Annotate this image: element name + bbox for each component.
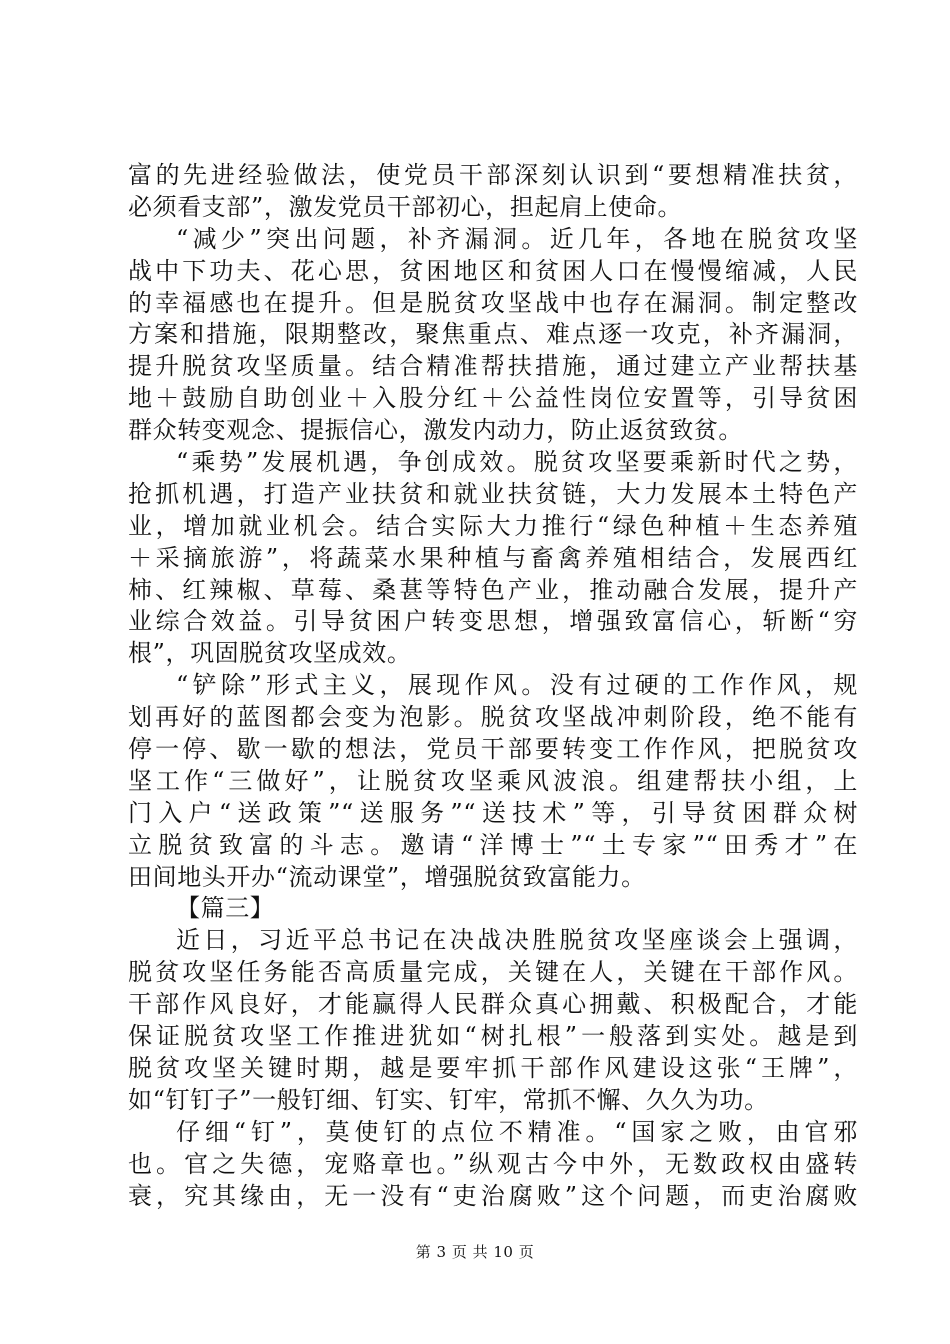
page-footer: 第 3 页 共 10 页 [415,1243,535,1261]
text-line: 抢抓机遇，打造产业扶贫和就业扶贫链，大力发展本土特色产 [128,479,858,508]
section-heading: 【篇三】 [176,894,275,923]
text-line: 必须看支部”，激发党员干部初心，担起肩上使命。 [128,192,683,221]
text-line: 的幸福感也在提升。但是脱贫攻坚战中也存在漏洞。制定整改 [128,288,858,317]
text-line: 停一停、歇一歇的想法，党员干部要转变工作作风，把脱贫攻 [128,735,858,764]
text-line: 干部作风良好，才能赢得人民群众真心拥戴、积极配合，才能 [128,990,858,1019]
text-line: 群众转变观念、提振信心，激发内动力，防止返贫致贫。 [128,416,743,445]
text-line: 脱贫攻坚关键时期，越是要牢抓干部作风建设这张“王牌”， [128,1053,858,1082]
text-line: 方案和措施，限期整改，聚焦重点、难点逐一攻克，补齐漏洞， [128,320,858,349]
text-line: 坚工作“三做好”，让脱贫攻坚乘风波浪。组建帮扶小组，上 [128,766,858,795]
text-line: 柿、红辣椒、草莓、桑葚等特色产业，推动融合发展，提升产 [128,575,858,604]
text-line: 如“钉钉子”一般钉细、钉实、钉牢，常抓不懈、久久为功。 [128,1085,769,1114]
text-line: 也。官之失德，宠赂章也。”纵观古今中外，无数政权由盛转 [128,1149,858,1178]
text-line: 根”，巩固脱贫攻坚成效。 [128,639,412,668]
text-line: 地＋鼓励自助创业＋入股分红＋公益性岗位安置等，引导贫困 [128,384,858,413]
text-line: 门入户“送政策”“送服务”“送技术”等，引导贫困群众树 [128,798,858,827]
text-line: 田间地头开办“流动课堂”，增强脱贫致富能力。 [128,862,646,891]
text-line: 立脱贫致富的斗志。邀请“洋博士”“土专家”“田秀才”在 [128,830,858,859]
document-body [128,160,858,1212]
text-line: ＋采摘旅游”，将蔬菜水果种植与畜禽养殖相结合，发展西红 [128,543,858,572]
text-line: 业，增加就业机会。结合实际大力推行“绿色种植＋生态养殖 [128,511,858,540]
text-line: 划再好的蓝图都会变为泡影。脱贫攻坚战冲刺阶段，绝不能有 [128,703,858,732]
text-line: 提升脱贫攻坚质量。结合精准帮扶措施，通过建立产业帮扶基 [128,352,858,381]
text-line: 保证脱贫攻坚工作推进犹如“树扎根”一般落到实处。越是到 [128,1022,858,1051]
text-line: 富的先进经验做法，使党员干部深刻认识到“要想精准扶贫， [128,161,858,189]
text-line: 业综合效益。引导贫困户转变思想，增强致富信心，斩断“穷 [128,607,858,636]
text-line: “铲除”形式主义，展现作风。没有过硬的工作作风，规 [176,671,858,700]
text-line: 近日，习近平总书记在决战决胜脱贫攻坚座谈会上强调， [176,926,858,955]
text-line: 衰，究其缘由，无一没有“吏治腐败”这个问题，而吏治腐败 [128,1181,858,1210]
text-line: “减少”突出问题，补齐漏洞。近几年，各地在脱贫攻坚 [176,224,858,253]
text-line: 战中下功夫、花心思，贫困地区和贫困人口在慢慢缩减，人民 [128,256,858,285]
text-line: “乘势”发展机遇，争创成效。脱贫攻坚要乘新时代之势， [176,448,858,477]
text-line: 脱贫攻坚任务能否高质量完成，关键在人，关键在干部作风。 [128,958,858,987]
text-line: 仔细“钉”，莫使钉的点位不精准。“国家之败，由官邪 [176,1117,858,1146]
